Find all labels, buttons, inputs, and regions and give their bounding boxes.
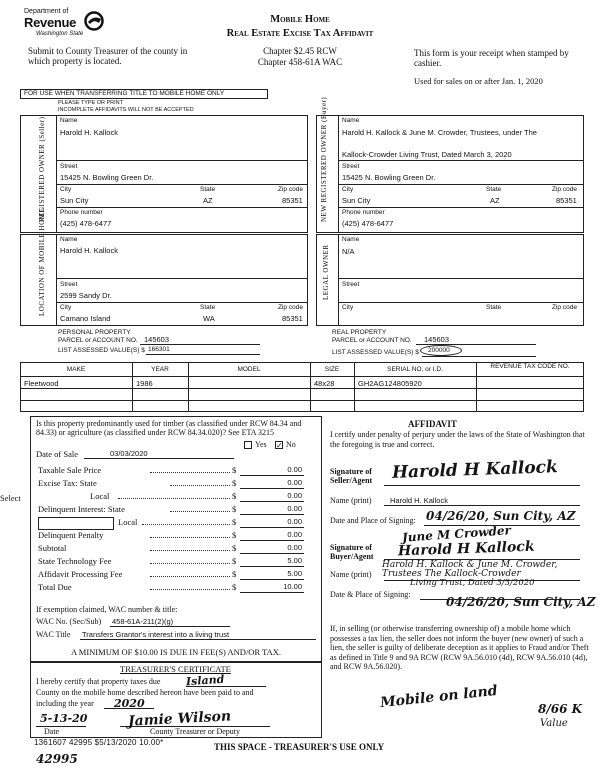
wac-no-value[interactable]: 458-61A-211(2)(g) [112, 617, 174, 626]
tax-line-label: State Technology Fee [38, 556, 112, 566]
hw-seller-date[interactable]: 04/26/20, Sun City, AZ [426, 509, 576, 523]
hw-value-note: 8/66 K [538, 702, 583, 716]
seller-date-label: Date and Place of Signing: [330, 516, 416, 525]
buyer-street-label: Street [342, 163, 360, 170]
personal-assessed-label: LIST ASSESSED VALUE(S) $ [58, 347, 145, 354]
treasurer-text1: I hereby certify that property taxes due [36, 677, 161, 686]
row1-serial[interactable]: GH2AG124805920 [358, 379, 422, 388]
date-of-sale-label: Date of Sale [36, 449, 79, 459]
receipt-note: This form is your receipt when stamped by cashier. [414, 48, 569, 68]
seller-name[interactable]: Harold H. Kallock [60, 128, 118, 137]
tax-line-leader [118, 498, 230, 499]
tax-line-amount[interactable]: 0.00 [287, 504, 302, 513]
dollar-sign: $ [232, 504, 237, 514]
location-zip[interactable]: 85351 [282, 314, 303, 323]
tax-line-amount[interactable]: 0.00 [287, 543, 302, 552]
tax-line-leader [150, 537, 230, 538]
treasurer-text2: County on the mobile home described hereon have been paid to and [36, 688, 254, 697]
dollar-sign: $ [232, 543, 237, 553]
seller-zip[interactable]: 85351 [282, 196, 303, 205]
tax-line-amount[interactable]: 5.00 [287, 569, 302, 578]
tax-line-label: Local [90, 491, 110, 501]
col-serial: SERIAL NO. or I.D. [387, 366, 443, 373]
buyer-zip[interactable]: 85351 [556, 196, 577, 205]
real-assessed-label: LIST ASSESSED VALUE(S) $ [332, 349, 419, 356]
legal-section-label: LEGAL OWNER [322, 244, 330, 300]
buyer-zip-label: Zip code [552, 186, 577, 193]
seller-signature-label: Signature of Seller/Agent [330, 467, 373, 485]
logo-dept: Department of [24, 8, 69, 15]
tax-line-underline [240, 501, 304, 502]
tax-line-underline [240, 540, 304, 541]
tax-line-label: Taxable Sale Price [38, 465, 102, 475]
col-year: YEAR [151, 366, 169, 373]
dollar-sign: $ [232, 582, 237, 592]
tax-line-leader [142, 524, 230, 525]
legal-state-label: State [486, 304, 502, 311]
tax-line-leader [150, 589, 230, 590]
tax-line-underline [240, 553, 304, 554]
form-title: Mobile Home [270, 14, 330, 25]
tax-line-label: Affidavit Processing Fee [38, 569, 123, 579]
location-street-label: Street [60, 281, 78, 288]
print-note: PLEASE TYPE OR PRINT [58, 100, 124, 106]
swoosh-logo-icon [84, 11, 104, 31]
tax-line-label: Excise Tax: State [38, 478, 97, 488]
affidavit-text: I certify under penalty of perjury under the laws of the State of Washington that the foregoing is true and correct. [330, 430, 585, 449]
location-state[interactable]: WA [203, 314, 215, 323]
timber-question: Is this property predominantly used for timber (as classified under RCW 84.34 and 84.33) or agriculture (as classified under RCW 84.34.020)? See ETA 3215 [36, 419, 302, 437]
real-parcel-number[interactable]: 145603 [424, 335, 450, 344]
hw-year: 2020 [114, 697, 145, 710]
legal-zip-label: Zip code [552, 304, 577, 311]
seller-name-label: Name [60, 117, 78, 124]
col-model: MODEL [237, 366, 261, 373]
col-tax-code: REVENUE TAX CODE NO. [490, 363, 570, 370]
tax-line-label: Delinquent Interest: State [38, 504, 125, 514]
location-name[interactable]: Harold H. Kallock [60, 246, 118, 255]
hw-buyer-print3[interactable]: Living Trust, Dated 3/3/2020 [410, 578, 535, 588]
seller-zip-label: Zip code [278, 186, 303, 193]
hw-buyer-print1[interactable]: Harold H. Kallock & June M. Crowder, [382, 560, 558, 570]
treasurer-officer-label: County Treasurer or Deputy [150, 727, 240, 736]
timber-no-label: No [286, 440, 296, 449]
tax-line-underline [240, 579, 304, 580]
logo-state: Washington State [36, 31, 84, 37]
location-section-label: LOCATION OF MOBILE HOME [38, 207, 46, 316]
tax-line-label: Total Due [38, 582, 72, 592]
legal-street-label: Street [342, 281, 360, 288]
seller-state-label: State [200, 186, 216, 193]
seller-city-label: City [60, 186, 72, 193]
col-make: MAKE [66, 366, 86, 373]
tax-line-amount[interactable]: 0.00 [287, 478, 302, 487]
treasurer-title: TREASURER'S CERTIFICATE [120, 664, 231, 674]
personal-assessed-value[interactable]: 166301 [148, 346, 170, 353]
personal-parcel-number[interactable]: 145603 [144, 335, 170, 344]
tax-line-amount[interactable]: 5.00 [287, 556, 302, 565]
tax-line-leader [150, 472, 230, 473]
submit-note: Submit to County Treasurer of the county in which property is located. [28, 46, 188, 66]
timber-no-checkbox[interactable]: ✓ [276, 441, 283, 450]
dollar-sign: $ [232, 569, 237, 579]
tax-line-amount[interactable]: 0.00 [287, 465, 302, 474]
transfer-banner: FOR USE WHEN TRANSFERRING TITLE TO MOBILE HOME ONLY [24, 90, 225, 97]
tax-line-underline [240, 514, 304, 515]
treasurer-date-label: Date [44, 727, 60, 736]
buyer-state[interactable]: AZ [490, 196, 500, 205]
treasurer-use-note: THIS SPACE - TREASURER'S USE ONLY [214, 742, 385, 752]
tax-line-label: Delinquent Penalty [38, 530, 104, 540]
minimum-fee-note: A MINIMUM OF $10.00 IS DUE IN FEE(S) AND/OR TAX. [70, 647, 282, 657]
revenue-logo [22, 8, 107, 46]
tax-line-amount[interactable]: 0.00 [287, 491, 302, 500]
tax-line-leader [150, 563, 230, 564]
seller-street-label: Street [60, 163, 78, 170]
incomplete-note: INCOMPLETE AFFIDAVITS WILL NOT BE ACCEPTED [58, 107, 194, 113]
real-parcel-label: PARCEL or ACCOUNT NO. [332, 337, 412, 344]
seller-street[interactable]: 15425 N. Bowling Green Dr. [60, 173, 154, 182]
tax-line-leader [150, 550, 230, 551]
seller-phone[interactable]: (425) 478-6477 [60, 219, 112, 228]
hw-value-word: Value [540, 718, 568, 729]
real-assessed-value[interactable]: 200000 [428, 347, 450, 354]
tax-line-underline [240, 527, 304, 528]
tax-line-label: Subtotal [38, 543, 67, 553]
dollar-sign: $ [232, 478, 237, 488]
hw-mobile-on-land: Mobile on land [379, 682, 499, 712]
buyer-city[interactable]: Sun City [342, 196, 371, 205]
wac-title-value[interactable]: Transfers Grantor's interest into a living trust [82, 630, 230, 639]
personal-property-label: PERSONAL PROPERTY [58, 329, 131, 336]
seller-state[interactable]: AZ [203, 196, 213, 205]
buyer-city-label: City [342, 186, 354, 193]
location-city[interactable]: Camano Island [60, 314, 111, 323]
hw-date: 5-13-20 [40, 712, 88, 725]
hw-island: Island [185, 672, 225, 689]
seller-print-name[interactable]: Harold H. Kallock [390, 496, 448, 505]
tax-line-underline [240, 488, 304, 489]
personal-parcel-label: PARCEL or ACCOUNT NO. [58, 337, 138, 344]
buyer-phone[interactable]: (425) 478-6477 [342, 219, 394, 228]
treasurer-text3: including the year [36, 699, 94, 708]
seller-phone-label: Phone number [60, 209, 103, 216]
hw-buyer-print2[interactable]: Trustees The Kallock-Crowder [382, 569, 521, 579]
lien-warning: If, in selling (or otherwise transferring ownership of) a mobile home which possesses a tax lien, the seller does not inform the buyer (new owner) of such a lien, the seller is guilty of deliberate deception as it applies to Fraud and/or Theft as defined in Title 9 and 9A RCW (RCW 9A.56.010 (4d), RCW 9A.56.010 (4d), and RCW 9A.56.020). [330, 624, 589, 671]
tax-line-amount[interactable]: 0.00 [287, 530, 302, 539]
timber-yes-checkbox[interactable] [244, 441, 252, 449]
hw-buyer-date[interactable]: 04/26/20, Sun City, AZ [446, 595, 596, 609]
chapter-wac: Chapter 458-61A WAC [257, 57, 343, 67]
chapter-rcw: Chapter $2.45 RCW [263, 46, 337, 56]
form-subtitle: Real Estate Excise Tax Affidavit [226, 28, 374, 39]
row1-size[interactable]: 48x28 [314, 379, 335, 388]
location-city-label: City [60, 304, 72, 311]
exemption-intro: If exemption claimed, WAC number & title: [36, 605, 178, 614]
dollar-sign: $ [232, 530, 237, 540]
tax-line-underline [240, 592, 304, 593]
buyer-name-line2[interactable]: Kallock-Crowder Living Trust, Dated March 3, 2020 [342, 150, 512, 159]
wac-title-label: WAC Title [36, 630, 71, 639]
seller-print-label: Name (print) [330, 496, 372, 505]
buyer-section-label: NEW REGISTERED OWNER (Buyer) [320, 96, 328, 222]
col-size: SIZE [324, 366, 340, 373]
hw-buyer-signature2[interactable]: Harold H Kallock [397, 538, 535, 560]
location-name-label: Name [60, 236, 78, 243]
logo-name: Revenue [24, 15, 77, 30]
local-jurisdiction-select[interactable] [38, 517, 114, 530]
wac-no-label: WAC No. (Sec/Sub) [36, 617, 102, 626]
assessed-value-circle [420, 345, 462, 356]
buyer-phone-label: Phone number [342, 209, 385, 216]
legal-owner-block [316, 234, 584, 326]
buyer-street[interactable]: 15425 N. Bowling Green Dr. [342, 173, 436, 182]
used-for-note: Used for sales on or after Jan. 1, 2020 [414, 76, 543, 86]
timber-yes-label: Yes [255, 440, 267, 449]
select-prefix: Select [0, 493, 21, 503]
dollar-sign: $ [232, 465, 237, 475]
buyer-name[interactable]: Harold H. Kallock & June M. Crowder, Trustees, under The [342, 128, 537, 137]
hw-buyer-signature1[interactable]: June M Crowder [401, 523, 512, 545]
buyer-state-label: State [486, 186, 502, 193]
buyer-date-label: Date & Place of Signing: [330, 590, 411, 599]
tax-line-leader [150, 576, 230, 577]
tax-line-underline [240, 475, 304, 476]
tax-line-underline [240, 566, 304, 567]
affidavit-title: AFFIDAVIT [408, 419, 457, 429]
tax-line-leader [170, 485, 230, 486]
hw-treasurer-signature: Jamie Wilson [127, 708, 232, 730]
location-street[interactable]: 2599 Sandy Dr. [60, 291, 112, 300]
buyer-print-label: Name (print) [330, 570, 372, 579]
legal-name[interactable]: N/A [342, 247, 355, 256]
tax-line-label: Local [118, 517, 138, 527]
hw-receipt-number: 42995 [36, 752, 78, 766]
real-property-label: REAL PROPERTY [332, 329, 387, 336]
location-state-label: State [200, 304, 216, 311]
seller-section-label: REGISTERED OWNER (Seller) [38, 116, 46, 222]
payment-stamp: 1361607 42995 $5/13/2020 10.00* [34, 738, 164, 747]
dollar-sign: $ [232, 491, 237, 501]
tax-line-leader [170, 511, 230, 512]
dollar-sign: $ [232, 556, 237, 566]
buyer-name-label: Name [342, 117, 360, 124]
row1-year[interactable]: 1986 [136, 379, 153, 388]
legal-name-label: Name [342, 236, 360, 243]
hw-seller-signature[interactable]: Harold H Kallock [391, 457, 559, 483]
location-zip-label: Zip code [278, 304, 303, 311]
tax-line-amount[interactable]: 10.00 [283, 582, 302, 591]
seller-city[interactable]: Sun City [60, 196, 89, 205]
tax-line-amount[interactable]: 0.00 [287, 517, 302, 526]
legal-city-label: City [342, 304, 354, 311]
dollar-sign: $ [232, 517, 237, 527]
buyer-signature-label: Signature of Buyer/Agent [330, 543, 374, 561]
date-of-sale-value[interactable]: 03/03/2020 [110, 449, 148, 458]
row1-make[interactable]: Fleetwood [24, 379, 59, 388]
